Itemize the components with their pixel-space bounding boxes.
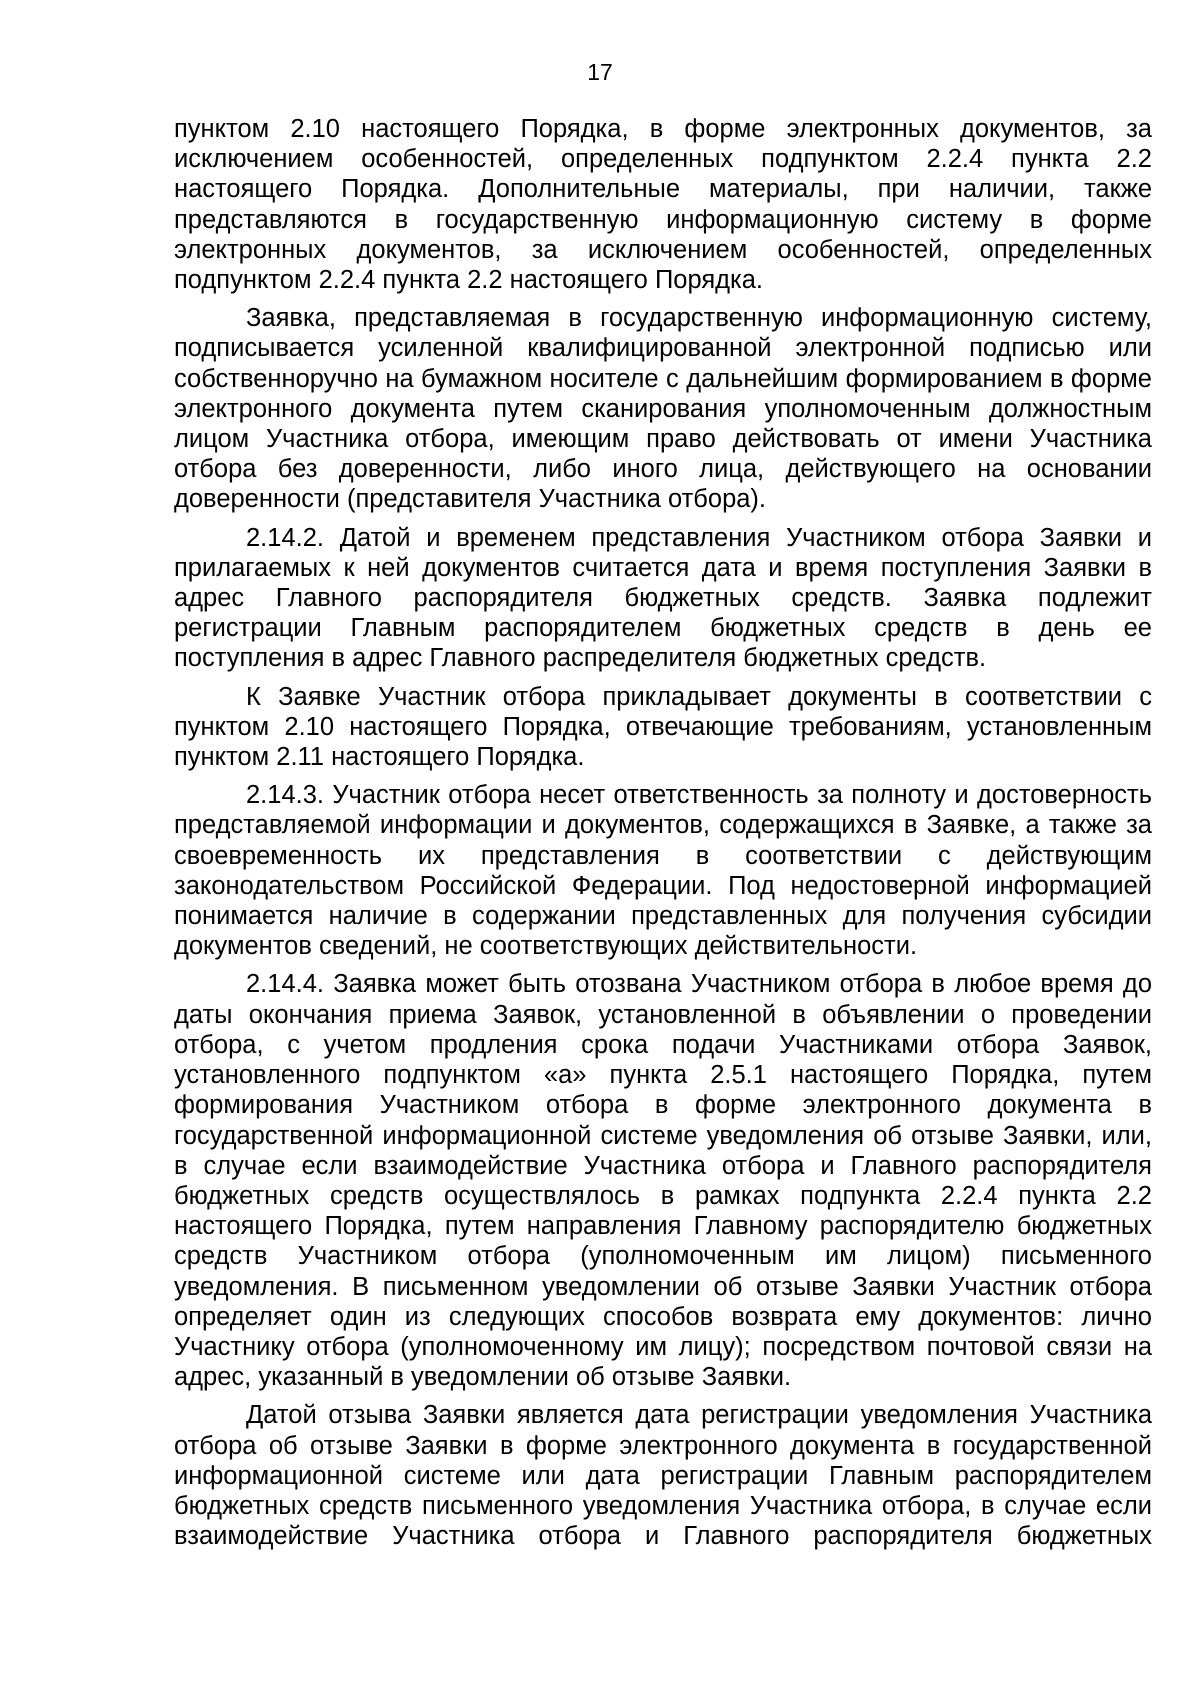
document-body — [174, 114, 1152, 1559]
paragraph-application-signing: Заявка, представляемая в государственную информационную систему, подписывается усиленной квалифицированной электронной подписью или собственноручно на бумажном носителе с дальнейшим формированием в форме электронного документа путем сканирования уполномоченным должностным лицом Участника отбора, имеющим право действовать от имени Участника отбора без доверенности, либо иного лица, действующего на основании доверенности (представителя Участника отбора). — [174, 304, 1152, 514]
paragraph-2-14-2: 2.14.2. Датой и временем представления Участником отбора Заявки и прилагаемых к ней документов считается дата и время поступления Заявки в адрес Главного распорядителя бюджетных средств. Заявка подлежит регистрации Главным распорядителем бюджетных средств в день ее поступления в адрес Главного распределителя бюджетных средств. — [174, 523, 1152, 673]
paragraph-withdrawal-date: Датой отзыва Заявки является дата регистрации уведомления Участника отбора об отзыве Заявки в форме электронного документа в государственной информационной системе или дата регистрации Главным распорядителем бюджетных средств письменного уведомления Участника отбора, в случае если взаимодействие Участника отбора и Главного распорядителя бюджетных — [174, 1401, 1152, 1551]
paragraph-continuation: пунктом 2.10 настоящего Порядка, в форме электронных документов, за исключением особенностей, определенных подпунктом 2.2.4 пункта 2.2 настоящего Порядка. Дополнительные материалы, при наличии, также представляются в государственную информационную систему в форме электронных документов, за исключением особенностей, определенных подпунктом 2.2.4 пункта 2.2 настоящего Порядка. — [174, 115, 1152, 295]
page-number: 17 — [587, 59, 613, 85]
paragraph-2-14-4: 2.14.4. Заявка может быть отозвана Участником отбора в любое время до даты окончания приема Заявок, установленной в объявлении о проведении отбора, с учетом продления срока подачи Участниками отбора Заявок, установленного подпунктом «а» пункта 2.5.1 настоящего Порядка, путем формирования Участником отбора в форме электронного документа в государственной информационной системе уведомления об отзыве Заявки, или, в случае если взаимодействие Участника отбора и Главного распорядителя бюджетных средств осуществлялось в рамках подпункта 2.2.4 пункта 2.2 настоящего Порядка, путем направления Главному распорядителю бюджетных средств Участником отбора (уполномоченным им лицом) письменного уведомления. В письменном уведомлении об отзыве Заявки Участник отбора определяет один из следующих способов возврата ему документов: лично Участнику отбора (уполномоченному им лицу); посредством почтовой связи на адрес, указанный в уведомлении об отзыве Заявки. — [174, 970, 1152, 1392]
paragraph-2-14-3: 2.14.3. Участник отбора несет ответственность за полноту и достоверность представляемой информации и документов, содержащихся в Заявке, а также за своевременность их представления в соответствии с действующим законодательством Российской Федерации. Под недостоверной информацией понимается наличие в содержании представленных для получения субсидии документов сведений, не соответствующих действительности. — [174, 781, 1152, 961]
paragraph-attached-documents: К Заявке Участник отбора прикладывает документы в соответствии с пунктом 2.10 настоящего Порядка, отвечающие требованиям, установленным пунктом 2.11 настоящего Порядка. — [174, 682, 1152, 772]
